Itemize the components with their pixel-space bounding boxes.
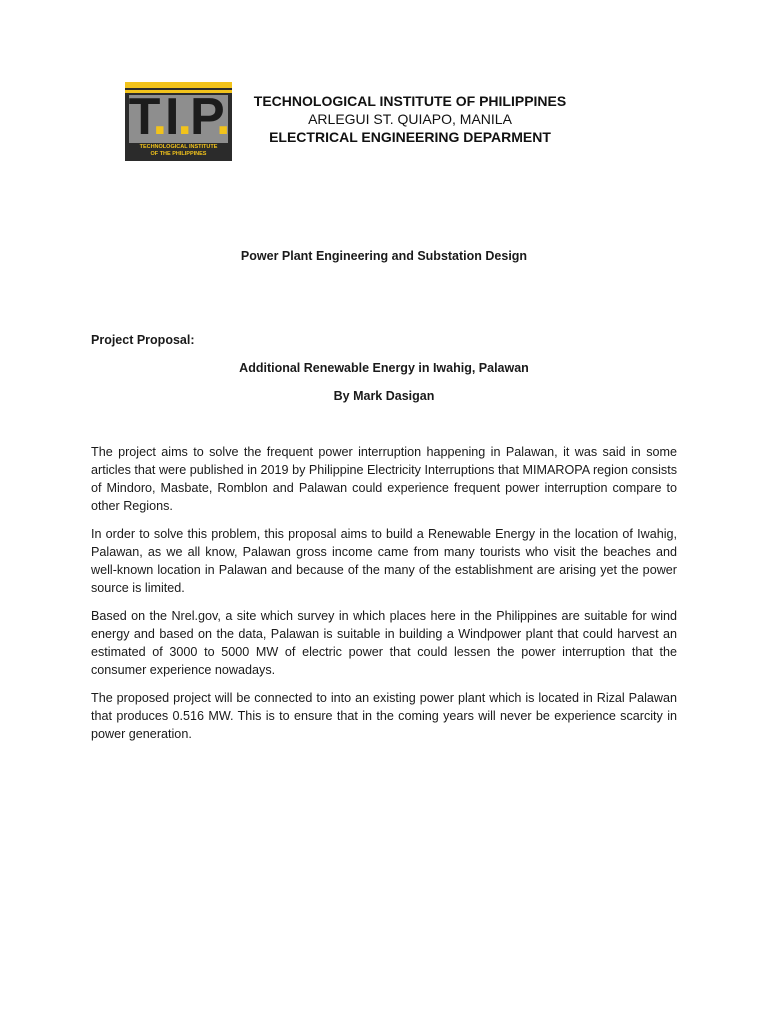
- logo-caption-line1: TECHNOLOGICAL INSTITUTE: [139, 144, 218, 150]
- proposal-title: Additional Renewable Energy in Iwahig, Palawan: [239, 361, 529, 375]
- logo-letters: T.I.P.: [128, 88, 229, 146]
- body-paragraph: In order to solve this problem, this proposal aims to build a Renewable Energy in the location of Iwahig, Palawan, as we all know, Palawan gross income came from many tourists who visit the beaches and well-known location in Palawan and because of the many of the establishment are arising yet the power source is limited.: [91, 527, 677, 595]
- department-name: ELECTRICAL ENGINEERING DEPARMENT: [269, 129, 551, 145]
- institution-address: ARLEGUI ST. QUIAPO, MANILA: [308, 111, 512, 127]
- institution-name: TECHNOLOGICAL INSTITUTE OF PHILIPPINES: [253, 93, 567, 109]
- course-title: Power Plant Engineering and Substation Design: [240, 249, 528, 263]
- logo-caption-line2: OF THE PHILIPPINES: [150, 150, 207, 157]
- body-paragraph: The proposed project will be connected to into an existing power plant which is located in Rizal Palawan that produces 0.516 MW. This is to ensure that in the coming years will never be experience scarcity in power generation.: [91, 691, 677, 741]
- tip-logo: [125, 82, 232, 161]
- logo-caption: [125, 144, 232, 157]
- body-paragraph: The project aims to solve the frequent power interruption happening in Palawan, it was said in some articles that were published in 2019 by Philippine Electricity Interruptions that MIMAROPA region consists of Mindoro, Masbate, Romblon and Palawan could experience frequent power interruption compare to other Regions.: [91, 445, 677, 513]
- proposal-body: [91, 443, 677, 753]
- author-byline: By Mark Dasigan: [333, 389, 435, 403]
- body-paragraph: Based on the Nrel.gov, a site which survey in which places here in the Philippines are suitable for wind energy and based on the data, Palawan is suitable in building a Windpower plant that could harvest an estimated of 3000 to 5000 MW of electric power that could lessen the power interruption that the consumer experience nowadays.: [91, 609, 677, 677]
- proposal-label: Project Proposal:: [91, 333, 195, 347]
